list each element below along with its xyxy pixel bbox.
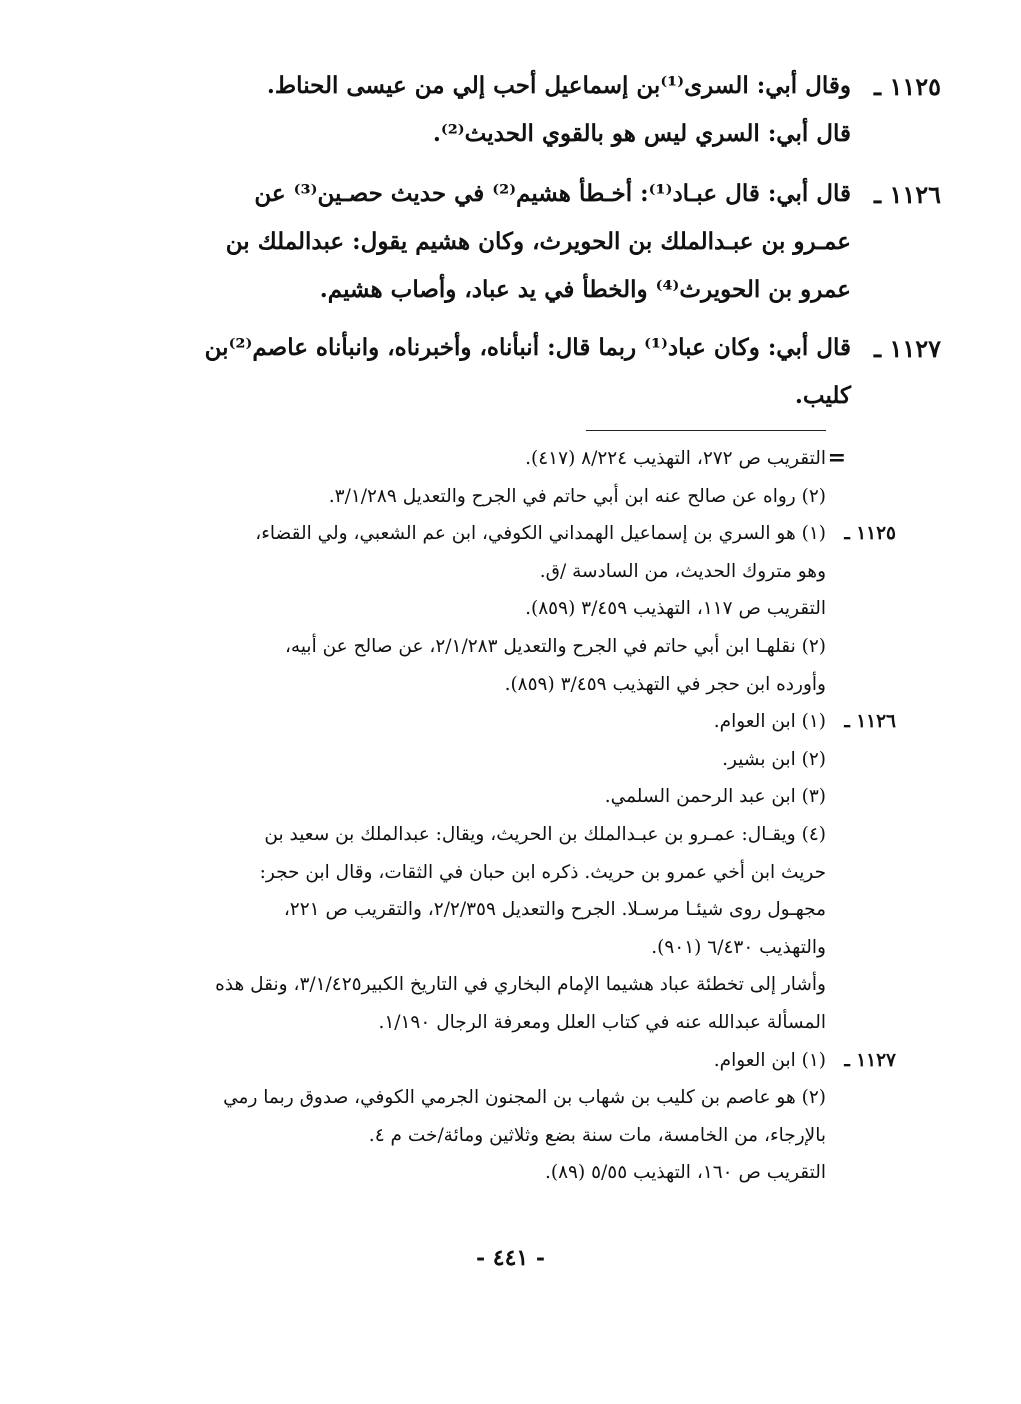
footnote-line bbox=[126, 666, 826, 704]
entry-number: ١١٢٥ ـ bbox=[874, 72, 941, 101]
footnote-text: (٢) ابن بشير. bbox=[722, 748, 826, 770]
footnote-line bbox=[126, 929, 826, 967]
entry-number: ١١٢٧ ـ bbox=[874, 334, 941, 363]
footnote-line bbox=[126, 741, 826, 779]
entry-line: عمرو بن الحويرث⁽⁴⁾ والخطأ في يد عباد، وأصاب هشيم. bbox=[319, 276, 851, 303]
footnote-divider bbox=[586, 430, 826, 431]
footnote-line bbox=[126, 816, 826, 854]
entry-1127 bbox=[111, 324, 941, 420]
footnote-text: التقريب ص ٢٧٢، التهذيب ٨/٢٢٤ (٤١٧). bbox=[525, 448, 826, 469]
footnote-line bbox=[126, 854, 826, 892]
footnote-text: التقريب ص ١١٧، التهذيب ٣/٤٥٩ (٨٥٩). bbox=[525, 598, 826, 620]
footnote-line bbox=[126, 478, 826, 516]
entry-line: قال أبي: قال عبـاد⁽¹⁾: أخـطأ هشيم⁽²⁾ في حديث حصـين⁽³⁾ عن bbox=[254, 180, 851, 207]
footnote-line bbox=[126, 628, 826, 666]
entry-number: ١١٢٦ ـ bbox=[874, 180, 941, 209]
footnote-text: (٢) هو عاصم بن كليب بن شهاب بن المجنون الجرمي الكوفي، صدوق ربما رمي bbox=[223, 1087, 826, 1109]
page-number: - ٤٤١ - bbox=[475, 1245, 546, 1271]
footnote-text: وهو متروك الحديث، من السادسة /ق. bbox=[539, 560, 826, 582]
entry-line: عمـرو بن عبـدالملك بن الحويرث، وكان هشيم يقول: عبدالملك بن bbox=[225, 228, 851, 255]
footnote-text: المسألة عبدالله عنه في كتاب العلل ومعرفة الرجال ١/١٩٠. bbox=[378, 1011, 826, 1033]
footnotes bbox=[126, 440, 896, 1192]
footnote-line bbox=[126, 590, 826, 628]
footnote-entry-number: ١١٢٧ ـ bbox=[844, 1049, 896, 1071]
footnote-text: (١) هو السري بن إسماعيل الهمداني الكوفي، ابن عم الشعبي، ولي القضاء، bbox=[255, 523, 826, 545]
footnote-text: مجهـول روى شيئـا مرسـلا. الجرح والتعديل ٢/٢/٣٥٩، والتقريب ص ٢٢١، bbox=[283, 899, 826, 921]
footnote-line bbox=[126, 1079, 826, 1117]
footnote-line bbox=[126, 1154, 826, 1192]
entry-line: وقال أبي: السرى⁽¹⁾بن إسماعيل أحب إلي من عيسى الحناط. bbox=[266, 72, 851, 99]
footnote-line bbox=[126, 515, 896, 553]
footnote-text: (٢) نقلهـا ابن أبي حاتم في الجرح والتعديل ٢/١/٢٨٣، عن صالح عن أبيه، bbox=[284, 635, 826, 657]
entry-line: قال أبي: وكان عباد⁽¹⁾ ربما قال: أنبأناه، وأخبرناه، وانبأناه عاصم⁽²⁾بن bbox=[204, 334, 851, 361]
footnote-text: وأشار إلى تخطئة عباد هشيما الإمام البخاري في التاريخ الكبير٣/١/٤٢٥، ونقل هذه bbox=[215, 974, 826, 996]
continuation-mark: = bbox=[827, 445, 846, 471]
footnote-text: وأورده ابن حجر في التهذيب ٣/٤٥٩ (٨٥٩). bbox=[504, 673, 826, 695]
footnote-entry-number: ١١٢٥ ـ bbox=[844, 523, 896, 545]
footnote-text: (٤) ويقـال: عمـرو بن عبـدالملك بن الحريث، ويقال: عبدالملك بن سعيد بن bbox=[264, 823, 826, 845]
footnote-text: (٣) ابن عبد الرحمن السلمي. bbox=[604, 786, 826, 808]
footnote-line bbox=[126, 966, 826, 1004]
footnote-text: والتهذيب ٦/٤٣٠ (٩٠١). bbox=[651, 936, 826, 958]
entry-line: كليب. bbox=[794, 382, 851, 409]
footnote-line bbox=[126, 703, 896, 741]
footnote-line bbox=[126, 553, 826, 591]
footnote-line bbox=[126, 440, 846, 478]
footnote-line bbox=[126, 1117, 826, 1155]
entry-1126 bbox=[111, 170, 941, 314]
footnote-text: التقريب ص ١٦٠، التهذيب ٥/٥٥ (٨٩). bbox=[545, 1162, 826, 1184]
entry-1125 bbox=[111, 62, 941, 158]
footnote-text: (١) ابن العوام. bbox=[713, 1049, 826, 1071]
footnote-line bbox=[126, 1042, 896, 1080]
footnote-text: بالإرجاء، من الخامسة، مات سنة بضع وثلاثين ومائة/خت م ٤. bbox=[368, 1124, 826, 1146]
footnote-entry-number: ١١٢٦ ـ bbox=[844, 711, 896, 733]
footnote-text: حريث ابن أخي عمرو بن حريث. ذكره ابن حبان في الثقات، وقال ابن حجر: bbox=[259, 861, 826, 883]
footnote-text: (١) ابن العوام. bbox=[713, 711, 826, 733]
footnote-line bbox=[126, 891, 826, 929]
footnote-line bbox=[126, 778, 826, 816]
footnote-line bbox=[126, 1004, 826, 1042]
entry-line: قال أبي: السري ليس هو بالقوي الحديث⁽²⁾. bbox=[432, 120, 851, 147]
footnote-text: (٢) رواه عن صالح عنه ابن أبي حاتم في الجرح والتعديل ٣/١/٢٨٩. bbox=[328, 485, 826, 507]
